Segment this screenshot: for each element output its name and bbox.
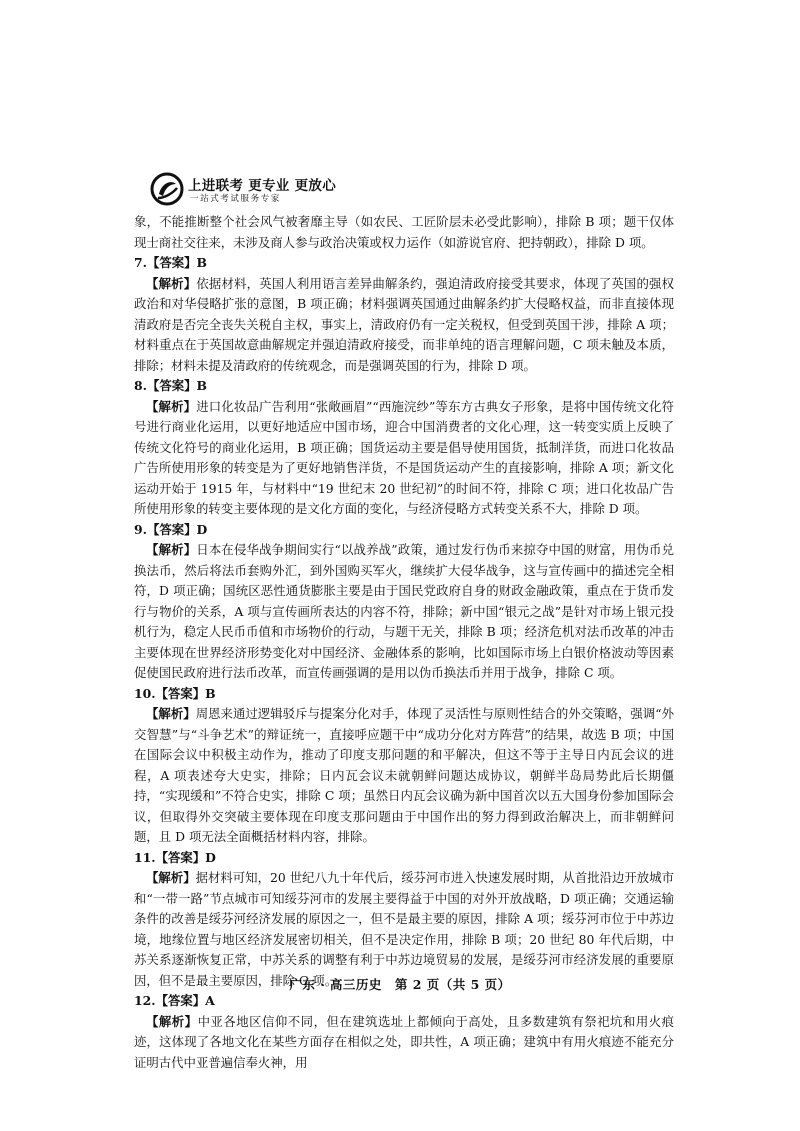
answer-line: 10.【答案】B (134, 685, 216, 701)
page-footer: 广东 · 高三历史 第 2 页（共 5 页） (289, 977, 511, 992)
header-logo (150, 172, 410, 208)
continuation-paragraph: 象，不能推断整个社会风气被奢靡主导（如农民、工匠阶层未必受此影响），排除 B 项；题干仅体现士商社交往来，未涉及商人参与政治决策或权力运作（如游说官府、把持朝政），排除 D 项。 (134, 214, 674, 250)
question-item (134, 376, 674, 520)
analysis-paragraph: 【解析】进口化妆品广告利用“张敞画眉”“西施浣纱”等东方古典女子形象，是将中国传统文化符号进行商业化运用，以更好地适应中国市场，迎合中国消费者的文化心理，这一转变实质上反映了传统文化符号的商业化运用，B 项正确；国货运动主要是倡导使用国货，抵制洋货，而进口化妆品广告所使用形象的转变是为了更好地销售洋货，不是国货运动产生的直接影响，排除 A 项；新文化运动开始于 1915 年，与材料中“19 世纪末 20 世纪初”的时间不符，排除 C 项；进口化妆品广告所使用形象的转变主要体现的是文化方面的变化，与经济侵略方式转变关系不大，排除 D 项。 (134, 398, 674, 516)
analysis-paragraph: 【解析】日本在侵华战争期间实行“以战养战”政策，通过发行伪币来掠夺中国的财富，用伪币兑换法币，然后将法币套购外汇，到外国购买军火，继续扩大侵华战争，这与宣传画中的描述完全相符，D 项正确；国统区恶性通货膨胀主要是由于国民党政府自身的财政金融政策，重点在于货币发行与物价的关系，A 项与宣传画所表达的内容不符，排除；新中国“银元之战”是针对市场上银元投机行为，稳定人民币币值和市场物价的行动，与题干无关，排除 B 项；经济危机对法币改革的冲击主要体现在世界经济形势变化对中国经济、金融体系的影响，比如国际市场上白银价格波动等因素促使国民政府进行法币改革，而宣传画强调的是用以伪币换法币并用于战争，排除 C 项。 (134, 542, 675, 680)
question-item (134, 684, 674, 848)
analysis-paragraph: 【解析】依据材料，英国人利用语言差异曲解条约，强迫清政府接受其要求，体现了英国的强权政治和对华侵略扩张的意图，B 项正确；材料强调英国通过曲解条约扩大侵略权益，而非直接体现清政府是否完全丧失关税自主权，事实上，清政府仍有一定关税权，但受到英国干涉，排除 A 项；材料重点在于英国故意曲解规定并强迫清政府接受，而非单纯的语言理解问题，C 项未触及本质，排除；材料未提及清政府的传统观念，而是强调英国的行为，排除 D 项。 (134, 275, 675, 373)
analysis-paragraph: 【解析】周恩来通过逻辑驳斥与提案分化对手，体现了灵活性与原则性结合的外交策略，强调“外交智慧”与“斗争艺术”的辩证统一，直接呼应题干中“成功分化对方阵营”的结果，故选 B 项；中国在国际会议中积极主动作为，推动了印度支那问题的和平解决，但这不等于主导日内瓦会议的进程，A 项表述夸大史实，排除；日内瓦会议未就朝鲜问题达成协议，朝鲜半岛局势此后长期僵持，“实现缓和”不符合史实，排除 C 项；虽然日内瓦会议确为新中国首次以五大国身份参加国际会议，但取得外交突破主要体现在印度支那问题由于中国作出的努力得到政治解决上，而非朝鲜问题，且 D 项无法全面概括材料内容，排除。 (134, 706, 674, 844)
logo-title: 上进联考 更专业 更放心 (188, 178, 336, 194)
logo-icon (150, 172, 184, 206)
answer-line: 9.【答案】D (134, 521, 208, 537)
answer-line: 7.【答案】B (134, 255, 207, 270)
answer-line: 11.【答案】D (134, 849, 216, 865)
logo-subtitle: 一站式考试服务专家 (190, 194, 281, 204)
question-item (134, 991, 674, 1073)
question-item (134, 848, 674, 992)
question-item (134, 520, 674, 684)
analysis-paragraph: 【解析】中亚各地区信仰不同，但在建筑选址上都倾向于高处，且多数建筑有祭祀坑和用火痕迹，这体现了各地文化在某些方面存在相似之处，即共性，A 项正确；建筑中有用火痕迹不能充分证明古代中亚普遍信奉火神，用 (134, 1013, 675, 1070)
analysis-paragraph: 【解析】据材料可知，20 世纪八九十年代后，绥芬河市进入快速发展时期，从首批沿边开放城市和“一带一路”节点城市可知绥芬河市的发展主要得益于中国的对外开放战略，D 项正确；交通运输条件的改善是绥芬河经济发展的原因之一，但不是最主要的原因，排除 A 项；绥芬河市位于中苏边境，地缘位置与地区经济发展密切相关，但不是决定作用，排除 B 项；20 世纪 80 年代后期，中苏关系逐渐恢复正常，中苏关系的调整有利于中苏边境贸易的发展，是绥芬河市经济发展的重要原因，但不是最主要原因，排除 C 项。 (134, 870, 674, 988)
answer-line: 8.【答案】B (134, 378, 207, 393)
document-body (134, 212, 674, 1073)
question-item (134, 253, 674, 376)
answer-line: 12.【答案】A (134, 993, 215, 1008)
